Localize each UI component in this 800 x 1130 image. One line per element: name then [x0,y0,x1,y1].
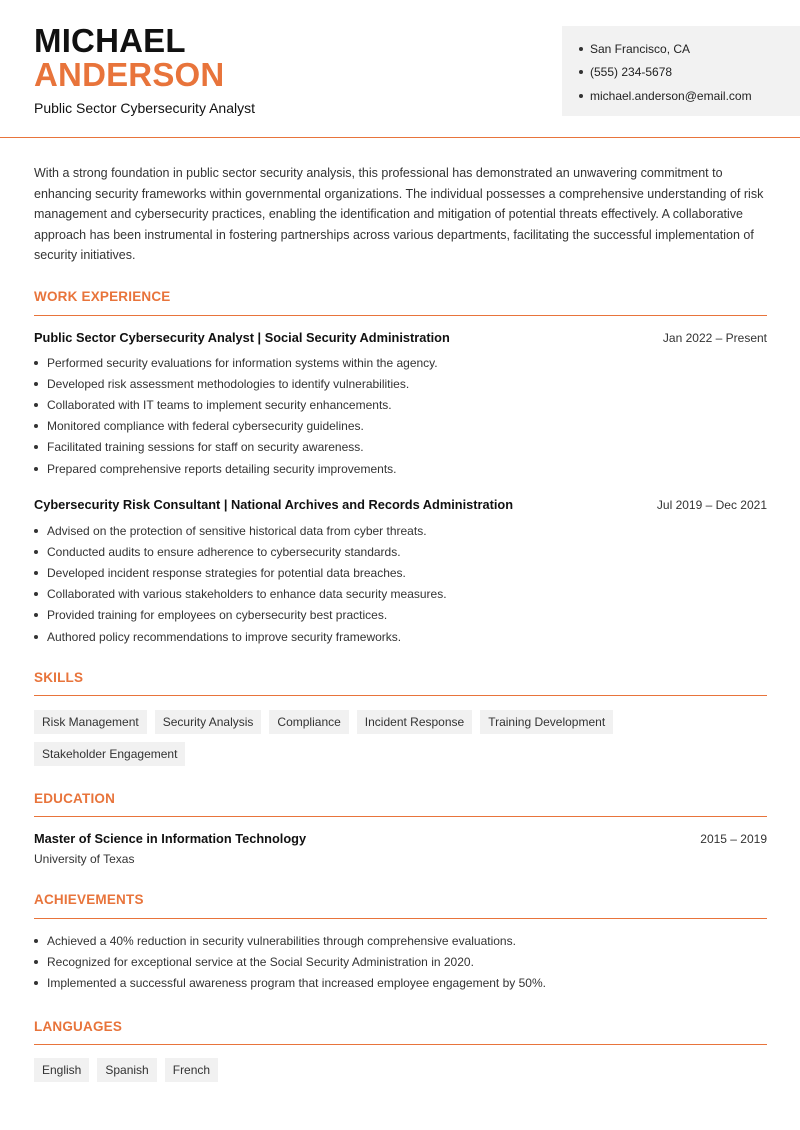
bullet-icon [34,467,38,471]
list-item [34,584,767,605]
contact-email [579,84,800,108]
list-item-text: Recognized for exceptional service at the Social Security Administration in 2020. [47,954,474,969]
skill-chip: Risk Management [34,710,147,734]
bullet-icon [579,94,583,98]
contact-box [562,26,800,116]
bullet-icon [579,47,583,51]
skill-chip: Incident Response [357,710,472,734]
list-item [34,562,767,583]
list-item [34,972,767,993]
summary-paragraph: With a strong foundation in public sector security analysis, this professional has demonstrated an unwavering commitment to enhancing security frameworks within governmental organizations. The individual possesses a comprehensive understanding of risk management and cybersecurity practices, enabling the identification and mitigation of potential threats effectively. A collaborative approach has been instrumental in fostering partnerships across various departments, facilitating the successful implementation of security initiatives. [34,166,764,262]
job-bullets [34,352,767,479]
skill-chip: Security Analysis [155,710,262,734]
bullet-icon [34,424,38,428]
skill-chip: Training Development [480,710,613,734]
section-divider [34,918,767,919]
job-title: Public Sector Cybersecurity Analyst [34,100,255,116]
section-divider [34,695,767,696]
bullet-icon [34,403,38,407]
contact-phone [579,61,800,85]
bullet-icon [34,960,38,964]
skill-chip: Stakeholder Engagement [34,742,185,766]
bullet-icon [34,382,38,386]
bullet-icon [34,529,38,533]
bullet-icon [34,445,38,449]
education-degree: Master of Science in Information Technology [34,831,307,846]
job-dates: Jan 2022 – Present [662,331,767,345]
section-title-skills: SKILLS [34,670,84,685]
list-item-text: Achieved a 40% reduction in security vulnerabilities through comprehensive evaluations. [47,933,516,948]
job-bullets [34,520,767,647]
contact-phone-text: (555) 234-5678 [590,65,673,80]
bullet-icon [34,981,38,985]
section-divider [34,1044,767,1045]
list-item-text: Collaborated with IT teams to implement security enhancements. [47,397,392,412]
bullet-icon [34,361,38,365]
list-item [34,605,767,626]
contact-email-text: michael.anderson@email.com [590,88,752,103]
job-role: Public Sector Cybersecurity Analyst | Social Security Administration [34,330,450,345]
list-item [34,437,767,458]
language-chip: French [165,1058,218,1082]
list-item-text: Monitored compliance with federal cybersecurity guidelines. [47,419,364,434]
section-title-achievements: ACHIEVEMENTS [34,892,144,907]
job-dates: Jul 2019 – Dec 2021 [656,498,767,512]
bullet-icon [34,571,38,575]
list-item [34,394,767,415]
job-role: Cybersecurity Risk Consultant | National Archives and Records Administration [34,497,514,512]
list-item-text: Developed risk assessment methodologies to identify vulnerabilities. [47,376,410,391]
contact-location-text: San Francisco, CA [590,41,691,56]
list-item-text: Prepared comprehensive reports detailing security improvements. [47,461,397,476]
languages-list [34,1058,767,1082]
contact-location [579,37,800,61]
job-header [34,497,767,512]
list-item-text: Performed security evaluations for information systems within the agency. [47,355,438,370]
bullet-icon [34,550,38,554]
language-chip: Spanish [97,1058,156,1082]
list-item [34,352,767,373]
first-name: MICHAEL [34,22,186,59]
education-header [34,831,767,846]
section-title-work: WORK EXPERIENCE [34,289,171,304]
resume-header [0,0,800,138]
list-item-text: Developed incident response strategies for potential data breaches. [47,565,406,580]
section-title-languages: LANGUAGES [34,1019,123,1034]
list-item [34,520,767,541]
list-item-text: Collaborated with various stakeholders to enhance data security measures. [47,587,447,602]
list-item-text: Implemented a successful awareness program that increased employee engagement by 50%. [47,975,546,990]
language-chip: English [34,1058,89,1082]
bullet-icon [579,70,583,74]
job-header [34,330,767,345]
last-name: ANDERSON [34,56,225,93]
list-item-text: Provided training for employees on cybersecurity best practices. [47,608,388,623]
bullet-icon [34,613,38,617]
list-item [34,373,767,394]
section-divider [34,315,767,316]
education-school: University of Texas [34,852,135,866]
list-item [34,458,767,479]
list-item [34,541,767,562]
skill-chip: Compliance [269,710,348,734]
list-item-text: Advised on the protection of sensitive historical data from cyber threats. [47,523,427,538]
list-item [34,626,767,647]
list-item-text: Conducted audits to ensure adherence to cybersecurity standards. [47,544,401,559]
section-divider [34,816,767,817]
bullet-icon [34,592,38,596]
achievements-list [34,930,767,994]
list-item [34,930,767,951]
list-item-text: Authored policy recommendations to improve security frameworks. [47,629,402,644]
bullet-icon [34,939,38,943]
list-item [34,416,767,437]
skills-list [34,710,767,766]
list-item [34,951,767,972]
section-title-education: EDUCATION [34,791,116,806]
bullet-icon [34,635,38,639]
education-dates: 2015 – 2019 [700,832,767,846]
list-item-text: Facilitated training sessions for staff on security awareness. [47,440,364,455]
